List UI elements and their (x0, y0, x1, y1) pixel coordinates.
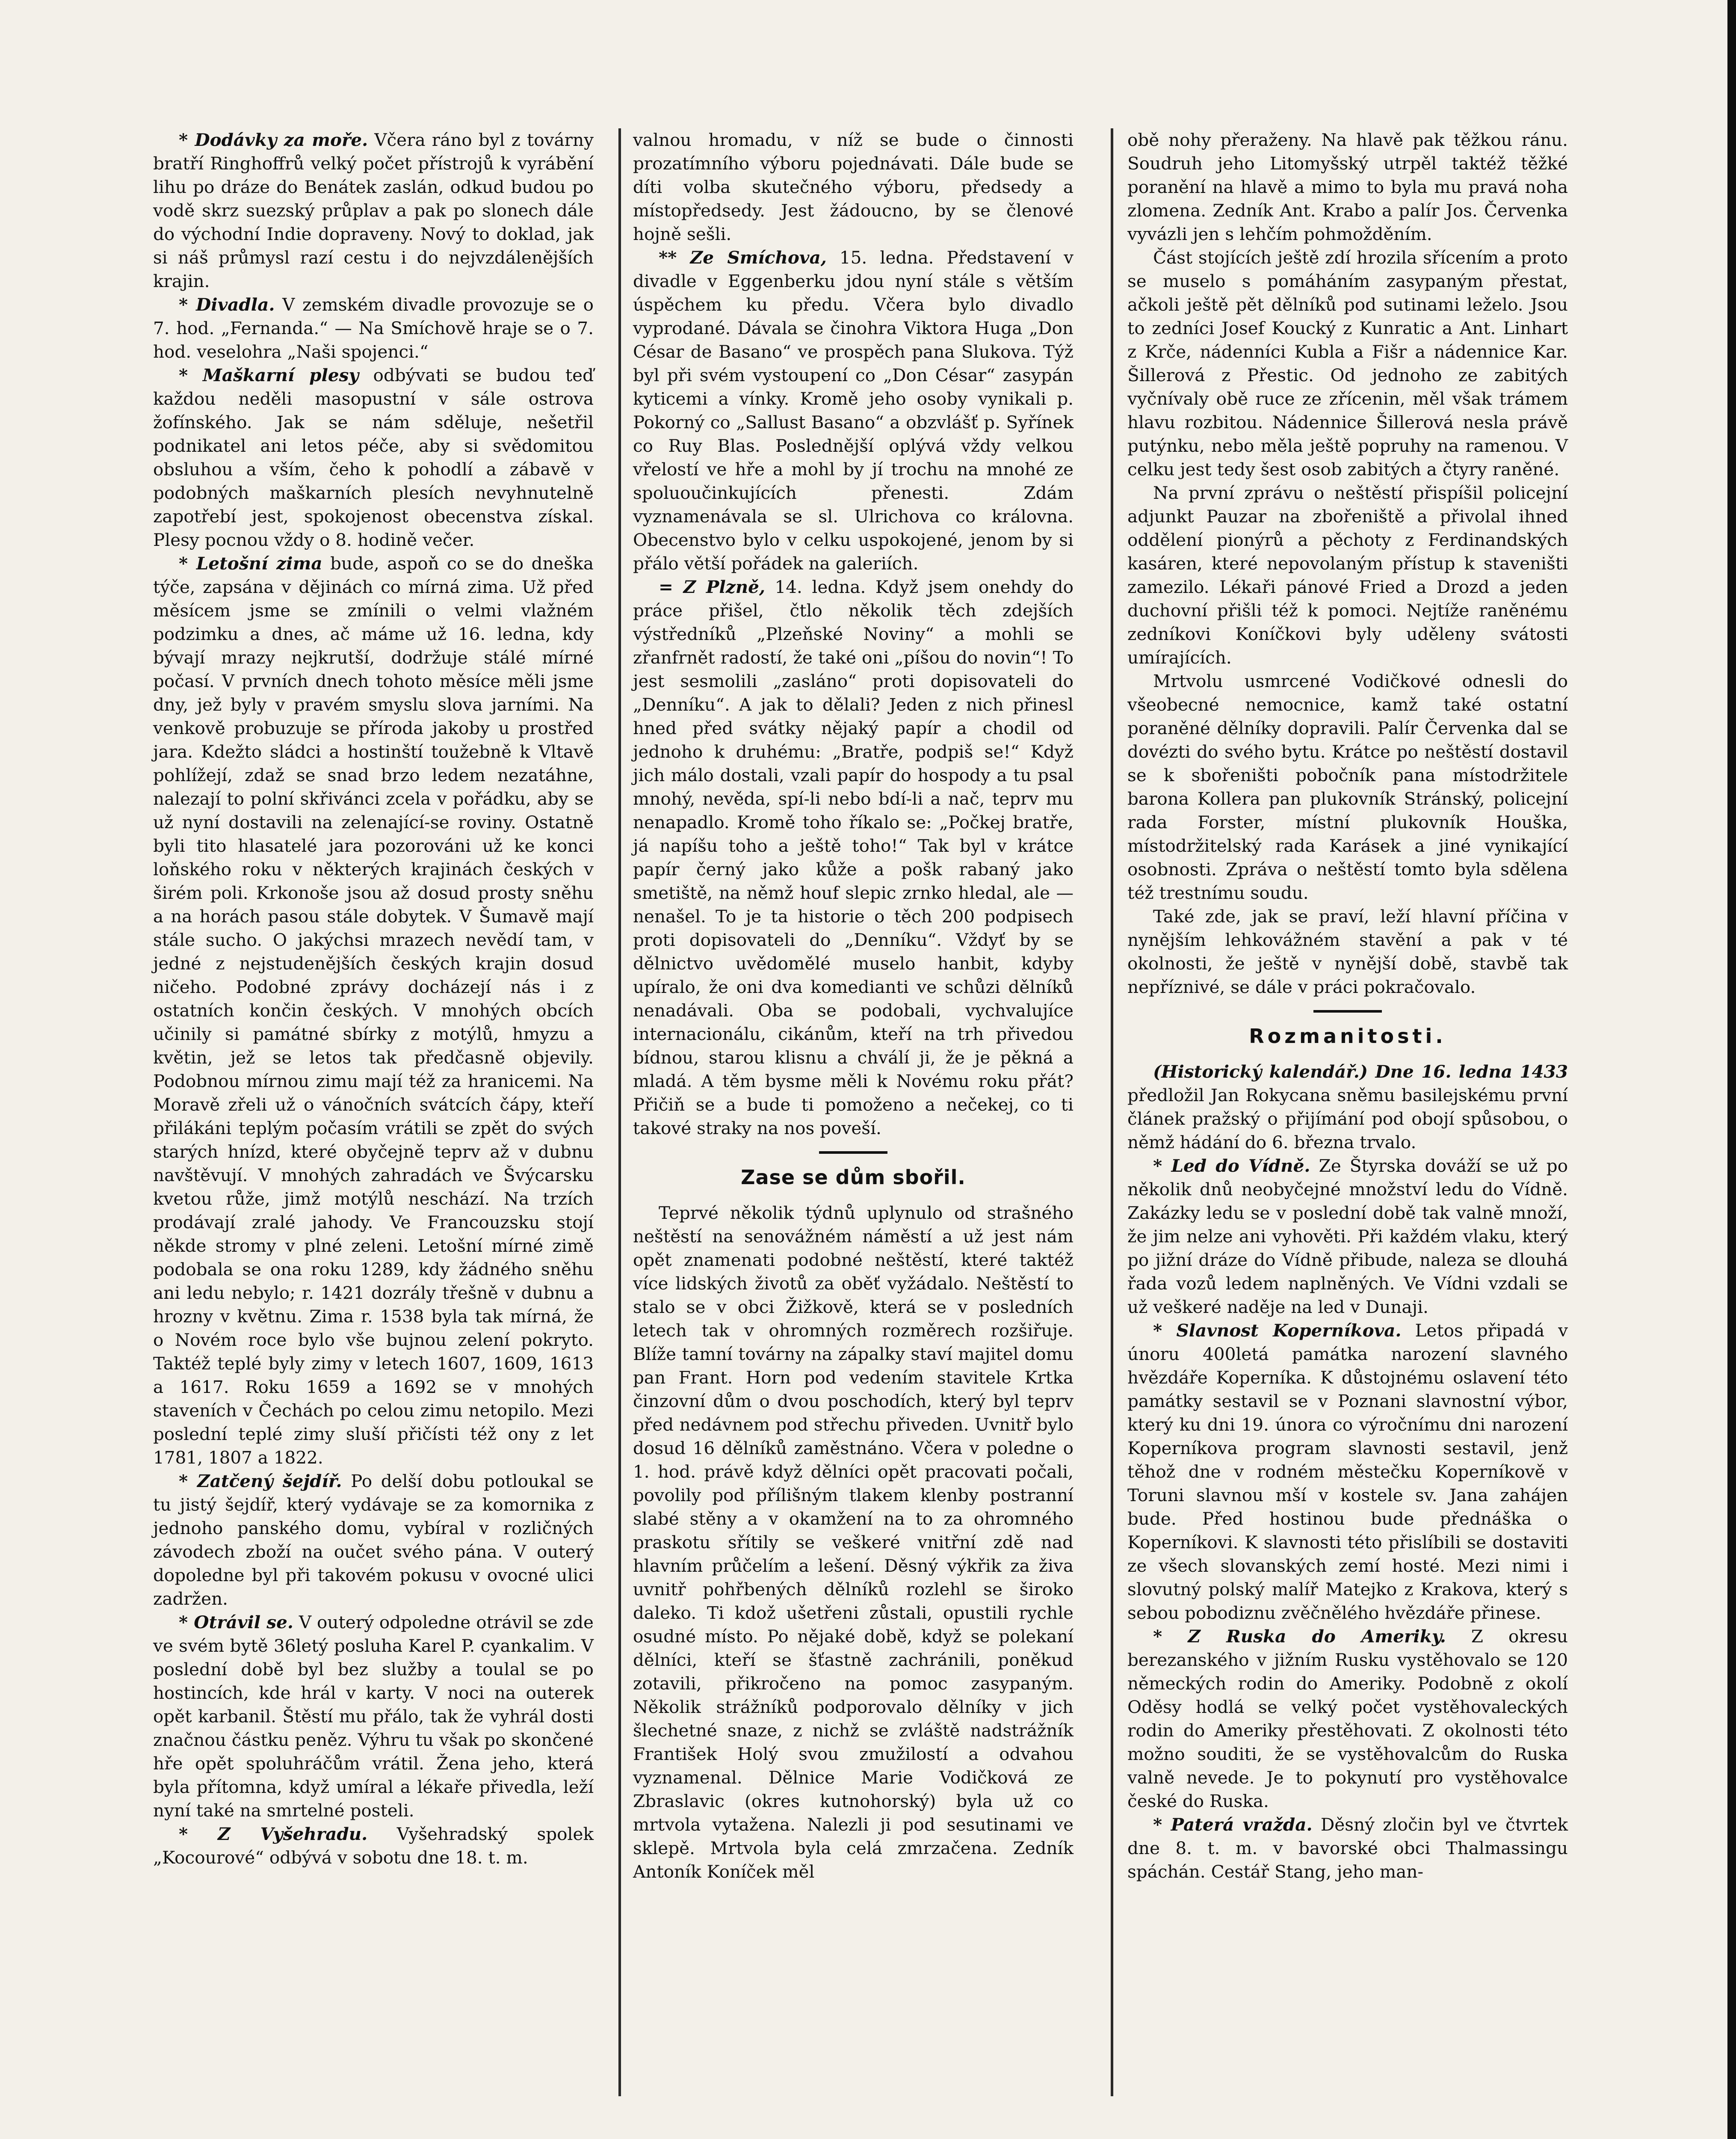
article-paragraph (153, 1611, 594, 1822)
column-rule (618, 128, 621, 2096)
article-paragraph (1127, 1060, 1568, 1154)
scan-edge (1727, 0, 1736, 2139)
article-text: Letos připadá v únoru 400letá památka narození slavného hvězdáře Koperníka. K důstojnému oslavení této památky sestavil se v Poznani slavnostní výbor, který ku dni 19. února co výročnímu dni narození Koperníkova program slavnosti sestavil, jenž těhož dne v rodném městečku Koperníkově v Toruni slavnou mší v kostele sv. Jana zahájen bude. Před hostinou bude přednáška o Koperníkovi. K slavnosti této přislíbili se dostaviti ze všech slovanských zemí hosté. Mezi nimi i slovutný polský malíř Matejko z Krakova, který s sebou pobodiznu zvěčnělého hvězdáře přinese. (1127, 1320, 1568, 1623)
article-text: Ze Štyrska dováží se už po několik dnů neobyčejné množství ledu do Vídně. Zakázky ledu se v poslední době tak valně množí, že jim nelze ani vyhověti. Při každém vlaku, který po jižní dráze do Vídně přibude, naleza se dlouhá řada vozů ledem naplněných. Ve Vídni vzdali se už veškeré naděje na led v Dunaji. (1127, 1155, 1568, 1317)
article-paragraph (1127, 905, 1568, 999)
article-title: * Divadla. (179, 294, 275, 315)
article-title: * Z Ruska do Ameriky. (1153, 1626, 1446, 1647)
article-paragraph (633, 575, 1074, 1140)
article-text: Také zde, jak se praví, leží hlavní příčina v nynějším lehkovážném stavění a pak v té okolnosti, že ještě v nynější době, stavbě tak nepříznivé, se dále v práci pokračovalo. (1127, 906, 1568, 997)
section-divider (1313, 1010, 1382, 1013)
article-text: Z okresu berezanského v jižním Rusku vystěhovalo se 120 německých rodin do Ameriky. Podobně z okolí Oděsy hodlá se velký počet vystěhovaleckých rodin do Ameriky přestěhovati. Z okolnosti této možno souditi, že se vystěhovalcům do Ruska valně nevede. Je to pokynutí pro vystěhovalce české do Ruska. (1127, 1626, 1568, 1811)
article-paragraph (153, 364, 594, 552)
article-paragraph (153, 1822, 594, 1869)
section-divider (819, 1151, 887, 1154)
article-paragraph (633, 246, 1074, 575)
article-text: předložil Jan Rokycana sněmu basilejskému první článek pražský o přijímání pod obojí spůsobou, o němž hádání do 6. března trvalo. (1127, 1085, 1568, 1152)
article-title: * Paterá vražda. (1153, 1814, 1313, 1835)
article-text: Včera ráno byl z továrny bratří Ringhoffrů velký počet přístrojů k vyrábění lihu po dráze do Benátek zaslán, odkud budou po vodě skrz suezský průplav a pak po slonech dále do východní Indie dopraveny. Nový to doklad, jak si náš průmysl razí cestu i do nejvzdálenějších krajin. (153, 130, 594, 291)
article-text: Děsný zločin byl ve čtvrtek dne 8. t. m. v bavorské obci Thalmassingu spáchán. Cestář Stang, jeho man- (1127, 1814, 1568, 1882)
article-paragraph (153, 552, 594, 1469)
column-left (153, 128, 594, 1869)
article-text: Mrtvolu usmrcené Vodičkové odnesli do všeobecné nemocnice, kamž také ostatní poraněné dělníky dopravili. Palír Červenka dal se dovézti do svého bytu. Krátce po neštěstí dostavil se k sbořeništi pobočník pana místodržitele barona Kollera pan plukovník Stránský, policejní rada Forster, místní plukovník Houška, místodržitelský rada Karásek a jiné vynikající osobnosti. Zpráva o neštěstí tomto byla sdělena též trestnímu soudu. (1127, 671, 1568, 903)
article-paragraph (1127, 481, 1568, 670)
article-text: bude, aspoň co se do dneška týče, zapsána v dějinách co mírná zima. Už před měsícem jsme se zmínili o velmi vlažném podzimku a dnes, ač máme už 16. ledna, kdy bývají mrazy nejkrutší, dodržuje stálé mírné počasí. V prvních dnech tohoto měsíce měli jsme dny, jež byly v pravém smyslu slova jarními. Na venkově probuzuje se příroda jakoby u prostřed jara. Kdežto sládci a hostinští toužebně k Vltavě pohlížejí, zdaž se snad brzo ledem nezatáhne, nalezají to polní skřivánci zcela v pořádku, aby se už nyní dostavili na zelenající-se roviny. Ostatně byli tito hlasatelé jara pozorováni už ke konci loňského roku v některých krajinách českých v širém poli. Krkonoše jsou až dosud prosty sněhu a na horách pasou stále dobytek. V Šumavě mají stále sucho. O jakýchsi mrazech nevědí tam, v jedné z nejstudenějších českých krajin dosud ničeho. Podobné zprávy docházejí nás i z ostatních končin českých. V mnohých obcích učinily si památné sbírky z motýlů, hmyzu a květin, jež se letos tak předčasně objevily. Podobnou mírnou zimu mají též za hranicemi. Na Moravě zřeli už o vánočních svátcích čápy, kteří přilákáni teplým počasím vrátili se zpět do svých starých hnízd, které obyčejně teprv až v dubnu navštěvují. V mnohých zahradách ve Švýcarsku kvetou růže, jimž motýlů neschází. Na trzích prodávají zralé jahody. Ve Francouzsku stojí někde stromy v plné zeleni. Letošní mírné zimě podobala se ona roku 1289, kdy žádného sněhu ani ledu nebylo; r. 1421 dozrály třešně v dubnu a hrozny v květnu. Zima r. 1538 byla tak mírná, že o Novém roce bylo vše bujnou zelení pokryto. Taktéž teplé byly zimy v letech 1607, 1609, 1613 a 1617. Roku 1659 a 1692 se v mnohých staveních v Čechách po celou zimu netopilo. Mezi poslední teplé zimy sluší přičísti též ony z let 1781, 1807 a 1822. (153, 553, 594, 1468)
article-title: * Dodávky za moře. (179, 130, 368, 150)
article-paragraph (153, 128, 594, 293)
article-text: odbývati se budou teď každou neděli masopustní v sále ostrova žofínského. Jak se nám sděluje, nešetřil podnikatel ani letos péče, aby si svědomitou obsluhou a vším, čeho k pohodlí a zábavě v podobných maškarních plesích nevyhnutelně zapotřebí jest, spokojenost obecenstva získal. Plesy pocnou vždy o 8. hodině večer. (153, 365, 594, 550)
article-paragraph (1127, 670, 1568, 905)
column-rule (1111, 128, 1113, 2096)
article-title: = Z Plzně, (659, 577, 766, 597)
article-paragraph (1127, 128, 1568, 246)
article-paragraph (153, 293, 594, 364)
article-title: ** Ze Smíchova, (659, 247, 827, 268)
article-paragraph (1127, 1154, 1568, 1319)
article-text: V outerý odpoledne otrávil se zde ve svém bytě 36letý posluha Karel P. cyankalim. V poslední době byl bez služby a toulal se po hostincích, kde hrál v karty. V noci na outerek opět karbanil. Štěstí mu přálo, tak že vyhrál dosti značnou částku peněz. Výhru tu však po skončené hře opět spoluhráčům vrátil. Žena jeho, která byla přítomna, když umíral a lékaře přivedla, leží nyní také na smrtelné posteli. (153, 1612, 594, 1821)
article-text: V zemském divadle provozuje se o 7. hod. „Fernanda.“ — Na Smíchově hraje se o 7. hod. veselohra „Naši spojenci.“ (153, 294, 594, 362)
article-paragraph (1127, 1625, 1568, 1813)
article-text: 14. ledna. Když jsem onehdy do práce přišel, čtlo několik těch zdejších výstředníků „Plzeňské Noviny“ a mohli se zřanfrnět radostí, že také oni „píšou do novin“! To jest sesmolili „zasláno“ proti dopisovateli do „Denníku“. A jak to dělali? Jeden z nich přinesl hned před svátky nějaký papír a chodil od jednoho k druhému: „Bratře, podpiš se!“ Když jich málo dostali, vzali papír do hospody a tu psal mnohý, nevěda, spí-li nebo bdí-li a nač, teprv mu nenapadlo. Kromě toho říkalo se: „Počkej bratře, já napíšu toho a ještě toho!“ Tak byl v krátce papír černý jako kůže a pošk rabaný jako smetiště, na němž houf slepic zrnko hledal, ale — nenašel. To je ta historie o těch 200 podpisech proti dopisovateli do „Denníku“. Vždyť by se dělnictvo uvědomělé muselo hanbit, kdyby upíralo, že oni dva komedianti ve schůzi dělníků nenadávali. Oba se podobali, vychvalujíce internacionálu, cikánům, kteří na trh přivedou bídnou, starou klisnu a chválí ji, že je pěkná a mladá. A těm bysme měli k Novému roku přát? Přičiň se a bude ti pomoženo a nečekej, co ti takové straky na nos poveší. (633, 577, 1074, 1138)
article-title: * Led do Vídně. (1153, 1155, 1310, 1176)
article-title: * Letošní zima (179, 553, 322, 574)
article-text: Po delší dobu potloukal se tu jistý šejdíř, který vydávaje se za komornika z jednoho panského domu, vybíral v rozličných závodech zboží na oučet svého pána. V outerý dopoledne byl při takovém pokusu v ovocné ulici zadržen. (153, 1471, 594, 1609)
article-text: Na první zprávu o neštěstí přispíšil policejní adjunkt Pauzar na zbořeniště a přivolal ihned oddělení pionýrů a pěchoty z Ferdinandských kasáren, které nepovolaným přístup k staveništi zamezilo. Lékaři pánové Fried a Drozd a jeden duchovní přišli též k pomoci. Nejtíže raněnému zedníkovi Koníčkovi byly uděleny svátosti umírajících. (1127, 483, 1568, 668)
article-paragraph (1127, 1319, 1568, 1625)
article-text: valnou hromadu, v níž se bude o činnosti prozatímního výboru pojednávati. Dále bude se díti volba skutečného výboru, předsedy a místopředsedy. Jest žádoucno, by se členové hojně sešli. (633, 130, 1074, 244)
article-title: * Otrávil se. (179, 1612, 293, 1632)
article-text: Část stojících ještě zdí hrozila sřícením a proto se muselo s pomáháním zasypaným přestat, ačkoli ještě pět dělníků pod sutinami leželo. Jsou to zedníci Josef Koucký z Kunratic a Ant. Linhart z Krče, nádenníci Kubla a Fišr a nádennice Kar. Šillerová z Přestic. Od jednoho ze zabitých vyčnívaly obě ruce ze zřícenin, měl však trámem hlavu rozbitou. Nádennice Šillerová nesla právě putýnku, nebo měla ještě popruhy na ramenou. V celku jest tedy šest osob zabitých a čtyry raněné. (1127, 247, 1568, 480)
article-paragraph (633, 128, 1074, 246)
article-title: * Maškarní plesy (179, 365, 359, 385)
article-paragraph (633, 1201, 1074, 1884)
article-text: 15. ledna. Představení v divadle v Eggenberku jdou nyní stále s větším úspěchem ku předu. Včera bylo divadlo vyprodané. Dávala se činohra Viktora Huga „Don César de Basano“ ve prospěch pana Slukova. Týž byl při svém vystoupení co „Don César“ zasypán kyticemi a vínky. Kromě jeho osoby vynikali p. Pokorný co „Sallust Basano“ a obzvlášť p. Syřínek co Ruy Blas. Poslednější oplývá vždy velkou vřelostí ve hře a mohl by jí trochu na mnohé ze spoluoučinkujících přenesti. Zdám vyznamenávala se sl. Ulrichova co královna. Obecenstvo bylo v celku uspokojené, jenom by si přálo větší pořádek na galeriích. (633, 247, 1074, 574)
article-paragraph (1127, 246, 1568, 481)
article-text: Teprvé několik týdnů uplynulo od strašného neštěstí na senovážném náměstí a už jest nám opět znamenati podobné neštěstí, které taktéž více lidských životů za oběť vyžádalo. Neštěstí to stalo se v obci Žižkově, která se v posledních letech tak v ohromných rozměrech rozšiřuje. Blíže tamní továrny na zápalky staví majitel domu pan Frant. Horn pod vedením stavitele Krtka činzovní dům o dvou poschodích, který byl teprv před nedávnem pod střechu přiveden. Uvnitř bylo dosud 16 dělníků zaměstnáno. Včera v poledne o 1. hod. právě když dělníci opět pracovati počali, povolily pod přílišným tlakem klenby postranní slabé stěny a v okamžení na to za ohromného praskotu sřítily se veškeré vnitřní zdě nad hlavním průčelím a lešení. Děsný výkřik za živa uvnitř pohřbených dělníků rozlehl se široko daleko. Ti kdož ušetřeni zůstali, opustili rychle osudné místo. Po nějaké době, když se polekaní dělníci, kteří se šťastně zachránili, poněkud zotavili, přikročeno na pomoc zasypaným. Několik strážníků podporovalo dělníky v jich šlechetné snaze, z nichž se zvláště nadstrážník František Holý svou zmužilostí a odvahou vyznamenal. Dělnice Marie Vodičková ze Zbraslavic (okres kutnohorský) byla už co mrtvola vytažena. Nalezli ji pod sesutinami ve sklepě. Mrtvola byla celá zmrzačena. Zedník Antoník Koníček měl (633, 1203, 1074, 1882)
article-title: * Zatčený šejdíř. (179, 1471, 342, 1491)
column-right (1127, 128, 1568, 1884)
section-heading: Zase se dům sbořil. (741, 1166, 966, 1189)
column-middle (633, 128, 1074, 1884)
article-title: (Historický kalendář.) Dne 16. ledna 1433 (1153, 1061, 1568, 1082)
article-text: obě nohy přeraženy. Na hlavě pak těžkou ránu. Soudruh jeho Litomyšský utrpěl taktéž těžké poranění na hlavě a mimo to byla mu pravá noha zlomena. Zedník Ant. Krabo a palír Jos. Červenka vyvázli jen s lehčím pohmožděním. (1127, 130, 1568, 244)
article-paragraph (1127, 1813, 1568, 1884)
section-heading: Rozmanitosti. (1249, 1025, 1446, 1048)
article-title: * Slavnost Koperníkova. (1153, 1320, 1402, 1341)
article-text: Vyšehradský spolek „Kocourové“ odbývá v sobotu dne 18. t. m. (153, 1824, 594, 1868)
article-title: * Z Vyšehradu. (179, 1824, 368, 1844)
article-paragraph (153, 1469, 594, 1611)
